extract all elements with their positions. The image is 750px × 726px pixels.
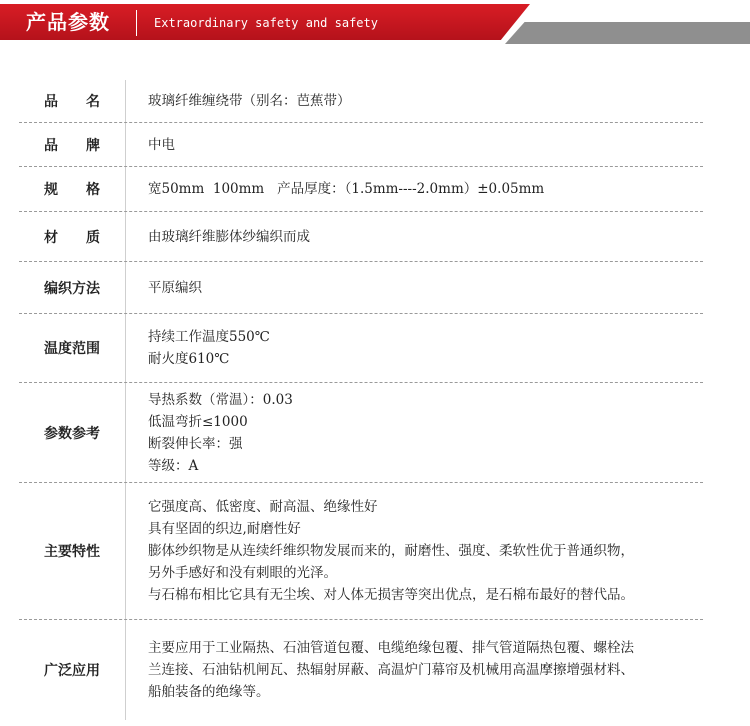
row-value [148, 167, 703, 211]
row-label-text: 温度范围 [44, 341, 100, 357]
value-line: 导热系数（常温）：0.03 [148, 391, 293, 408]
value-line: 膨体纱织物是从连续纤维织物发展而来的，耐磨性、强度、柔软性优于普通织物， [148, 543, 634, 559]
value-line: 低温弯折≤1000 [148, 413, 248, 430]
row-label-text: 参数参考 [44, 425, 100, 442]
row-value [148, 483, 703, 619]
row-value [148, 314, 703, 382]
spec-row-weaving [19, 262, 703, 314]
banner-divider [136, 10, 137, 36]
row-label-char: 材 [44, 229, 58, 246]
value-line: 断裂伸长率：强 [148, 435, 243, 452]
row-label-text: 广泛应用 [44, 663, 100, 679]
row-label [19, 483, 125, 619]
row-label [19, 123, 125, 166]
row-label-char: 牌 [86, 137, 100, 154]
row-label [19, 80, 125, 122]
spec-row-applications [19, 620, 703, 720]
value-line: 玻璃纤维缠绕带（别名：芭蕉带） [148, 93, 351, 109]
row-label-char: 格 [86, 182, 100, 198]
value-line: 主要应用于工业隔热、石油管道包覆、电缆绝缘包覆、排气管道隔热包覆、螺栓法 [148, 640, 634, 656]
row-value [148, 80, 703, 122]
spec-row-parameters [19, 383, 703, 483]
row-value [148, 620, 703, 720]
row-label-text: 编织方法 [44, 280, 100, 297]
spec-row-material [19, 212, 703, 262]
header-banner [0, 0, 750, 44]
row-label [19, 383, 125, 482]
banner-title: 产品参数 [26, 10, 110, 34]
row-label [19, 620, 125, 720]
value-line: 与石棉布相比它具有无尘埃、对人体无损害等突出优点，是石棉布最好的替代品。 [148, 587, 634, 603]
spec-row-brand [19, 123, 703, 167]
value-line: 船舶装备的绝缘等。 [148, 684, 270, 700]
value-line: 另外手感好和没有刺眼的光泽。 [148, 565, 337, 581]
value-line: 平原编织 [148, 279, 202, 296]
row-value [148, 212, 703, 261]
row-value [148, 123, 703, 166]
spec-row-name [19, 80, 703, 123]
spec-row-features [19, 483, 703, 620]
row-label [19, 314, 125, 382]
row-label-char: 规 [44, 182, 58, 198]
value-line: 持续工作温度550℃ [148, 329, 270, 345]
spec-row-temperature [19, 314, 703, 383]
value-line: 耐火度610℃ [148, 351, 230, 367]
spec-row-spec [19, 167, 703, 212]
value-line: 中电 [148, 136, 175, 153]
value-line: 它强度高、低密度、耐高温、绝缘性好 [148, 499, 378, 515]
row-value [148, 383, 703, 482]
value-line: 宽50mm 100mm 产品厚度：（1.5mm----2.0mm）±0.05mm [148, 181, 545, 197]
row-label [19, 262, 125, 313]
row-label [19, 167, 125, 211]
row-value [148, 262, 703, 313]
banner-gray-band [505, 22, 750, 44]
value-line: 由玻璃纤维膨体纱编织而成 [148, 228, 310, 245]
row-label-char: 名 [86, 94, 100, 110]
banner-subtitle: Extraordinary safety and safety [154, 16, 378, 30]
row-label [19, 212, 125, 261]
value-line: 兰连接、石油钻机闸瓦、热辐射屏蔽、高温炉门幕帘及机械用高温摩擦增强材料、 [148, 662, 634, 678]
row-label-text: 主要特性 [44, 544, 100, 560]
row-label-char: 质 [86, 229, 100, 246]
value-line: 等级：A [148, 457, 199, 474]
row-label-char: 品 [44, 94, 58, 110]
row-label-char: 品 [44, 137, 58, 154]
value-line: 具有坚固的织边,耐磨性好 [148, 521, 301, 537]
